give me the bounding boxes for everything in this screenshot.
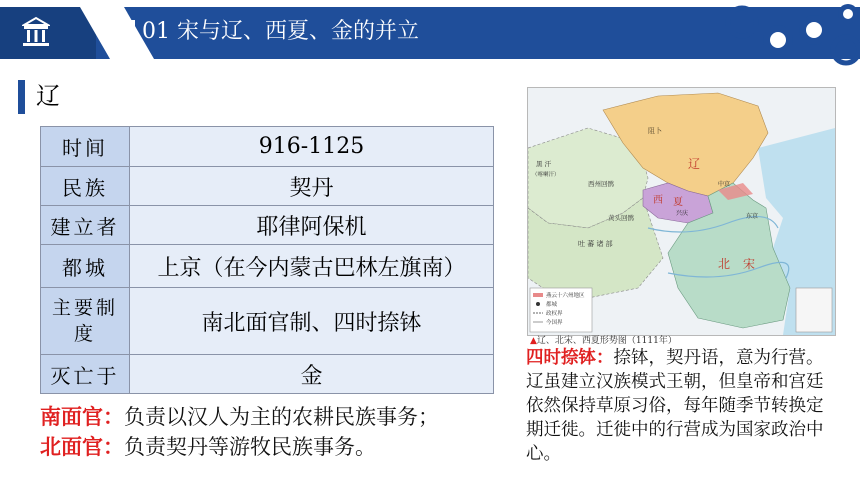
- note-label: 南面官：: [40, 405, 124, 429]
- table-value: 上京（在今内蒙古巴林左旗南）: [130, 245, 494, 288]
- table-key: 灭亡于: [41, 355, 130, 394]
- map-legend-label: 燕云十六州地区: [546, 293, 585, 299]
- note-north-officials: [40, 432, 376, 462]
- map-label-city: 兴庆: [676, 210, 689, 217]
- map-label-region: 吐 蕃 诸 部: [578, 240, 613, 248]
- header-bar: [0, 0, 860, 68]
- liao-info-table: [40, 126, 494, 394]
- table-key: [41, 288, 130, 355]
- map-label-xixia: 西: [653, 195, 663, 206]
- map-label-region: 阻卜: [648, 127, 662, 135]
- map-legend-label: 都城: [546, 302, 558, 308]
- map-label-region: 黑 汗: [536, 160, 552, 168]
- table-key-line: 主要制: [51, 297, 118, 319]
- note-text: 负责以汉人为主的农耕民族事务；: [124, 405, 439, 429]
- map-label-liao: 辽: [688, 157, 701, 171]
- table-key-line: 度: [73, 323, 96, 345]
- historical-map: [527, 87, 836, 336]
- table-row: [41, 206, 494, 245]
- note-south-officials: [40, 402, 439, 432]
- nabo-description: [526, 346, 832, 466]
- table-row: [41, 167, 494, 206]
- table-value: 南北面官制、四时捺钵: [130, 288, 494, 355]
- table-key: 建立者: [41, 206, 130, 245]
- table-key: 民族: [41, 167, 130, 206]
- map-label-xixia: 夏: [673, 197, 683, 208]
- map-caption-text: 辽、北宋、西夏形势图（1111年）: [536, 336, 677, 346]
- table-row: [41, 355, 494, 394]
- note-text: 负责契丹等游牧民族事务。: [124, 435, 376, 459]
- description-text: 捺钵，契丹语，意为行营。辽虽建立汉族模式王朝，但皇帝和宫廷依然保持草原习俗，每年随季节转换定期迁徙。迁徙中的行营成为国家政治中心。: [526, 348, 824, 464]
- table-value: 耶律阿保机: [130, 206, 494, 245]
- triangle-icon: ▲: [530, 336, 537, 346]
- map-image: [528, 88, 835, 335]
- table-row: [41, 245, 494, 288]
- map-label-region: 西州回鹘: [588, 180, 614, 188]
- table-value: 916-1125: [130, 127, 494, 167]
- map-caption: [530, 333, 677, 346]
- map-legend-label: 政权界: [546, 311, 563, 317]
- title-marker: [130, 20, 135, 46]
- map-label-region: （喀喇汗）: [532, 172, 560, 178]
- table-row: [41, 127, 494, 167]
- table-key: 都城: [41, 245, 130, 288]
- map-label-song: 宋: [743, 257, 756, 271]
- map-legend-label: 今国界: [546, 320, 563, 326]
- section-marker: [18, 80, 25, 114]
- table-key: 时间: [41, 127, 130, 167]
- section-title: 辽: [36, 82, 60, 110]
- table-value: 金: [130, 355, 494, 394]
- map-label-city: 中京: [718, 181, 731, 188]
- note-label: 北面官：: [40, 435, 124, 459]
- page-title: 01 宋与辽、西夏、金的并立: [142, 19, 419, 44]
- description-label: 四时捺钵：: [526, 348, 614, 368]
- map-label-song: 北: [718, 257, 731, 271]
- pillar-building-icon: [22, 16, 50, 48]
- table-row: [41, 288, 494, 355]
- map-label-city: 东京: [746, 213, 759, 220]
- table-value: 契丹: [130, 167, 494, 206]
- map-label-region: 黄头回鹘: [608, 214, 634, 222]
- decorative-circles: [720, 0, 860, 68]
